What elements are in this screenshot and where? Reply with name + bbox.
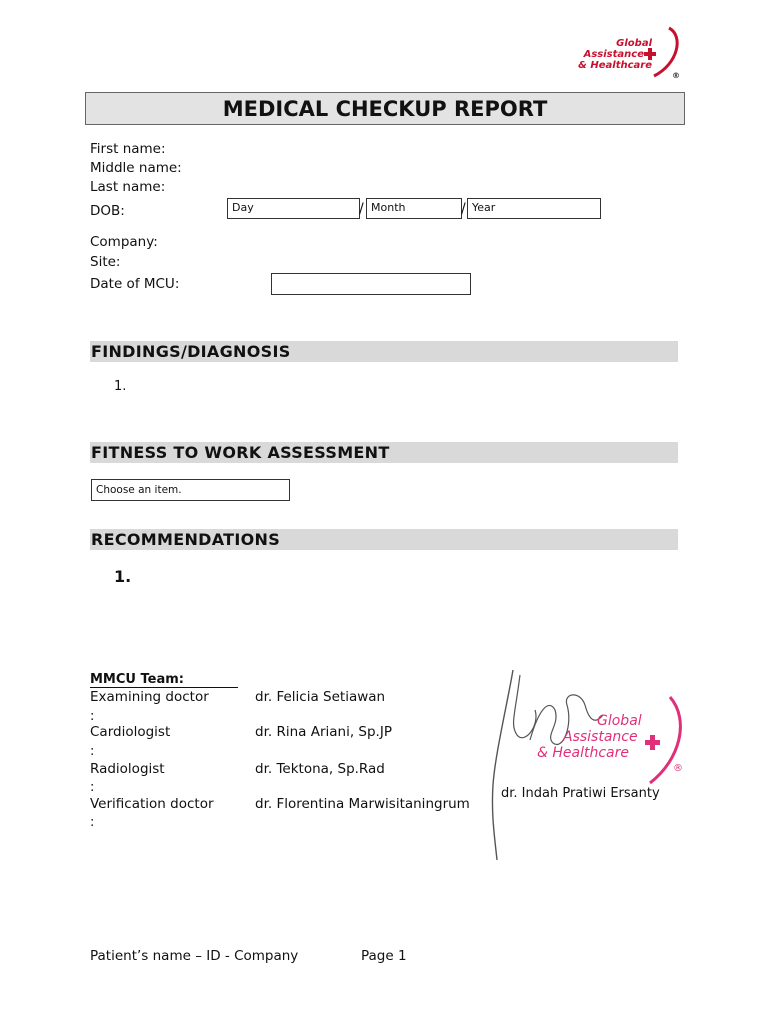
stamp-line3: & Healthcare (537, 745, 629, 761)
logo-line3: & Healthcare (578, 60, 652, 71)
team-role: Cardiologist (90, 724, 171, 740)
team-role: Verification doctor (90, 796, 214, 812)
fitness-heading: FITNESS TO WORK ASSESSMENT (90, 442, 678, 463)
date-of-mcu-label: Date of MCU: (90, 276, 180, 292)
logo-line1: Global (616, 38, 652, 49)
logo-line2: Assistance (583, 49, 644, 60)
stamp-registered: ® (673, 763, 683, 774)
footer-patient: Patient’s name – ID - Company (90, 948, 299, 964)
dob-label: DOB: (90, 203, 125, 219)
signer-name: dr. Indah Pratiwi Ersanty (501, 786, 660, 801)
date-of-mcu-field[interactable] (271, 273, 471, 295)
recommendations-item-1: 1. (114, 567, 132, 586)
team-colon: : (90, 815, 95, 830)
footer-page-number: Page 1 (361, 948, 407, 964)
stamp-line2: Assistance (563, 729, 638, 745)
report-title: MEDICAL CHECKUP REPORT (85, 92, 685, 125)
dob-month-field[interactable]: Month (366, 198, 462, 219)
dob-separator: / (359, 201, 364, 217)
logo-registered: ® (672, 71, 680, 80)
company-label: Company: (90, 234, 158, 250)
middle-name-label: Middle name: (90, 160, 182, 176)
dob-separator: / (461, 201, 466, 217)
recommendations-heading: RECOMMENDATIONS (90, 529, 678, 550)
team-colon: : (90, 744, 95, 759)
first-name-label: First name: (90, 141, 166, 157)
signature-icon (485, 665, 695, 865)
stamp-line1: Global (597, 713, 642, 729)
last-name-label: Last name: (90, 179, 166, 195)
findings-item-1: 1. (114, 379, 127, 394)
team-member-name: dr. Tektona, Sp.Rad (255, 761, 385, 777)
team-colon: : (90, 709, 95, 724)
fitness-select[interactable]: Choose an item. (91, 479, 290, 501)
company-logo (566, 24, 686, 84)
team-role: Examining doctor (90, 689, 209, 705)
team-member-name: dr. Rina Ariani, Sp.JP (255, 724, 392, 740)
site-label: Site: (90, 254, 121, 270)
team-role: Radiologist (90, 761, 165, 777)
team-heading: MMCU Team: (90, 672, 238, 688)
team-member-name: dr. Felicia Setiawan (255, 689, 386, 705)
company-stamp (485, 665, 695, 865)
dob-day-field[interactable]: Day (227, 198, 360, 219)
findings-heading: FINDINGS/DIAGNOSIS (90, 341, 678, 362)
team-member-name: dr. Florentina Marwisitaningrum (255, 796, 470, 812)
team-colon: : (90, 780, 95, 795)
dob-year-field[interactable]: Year (467, 198, 601, 219)
